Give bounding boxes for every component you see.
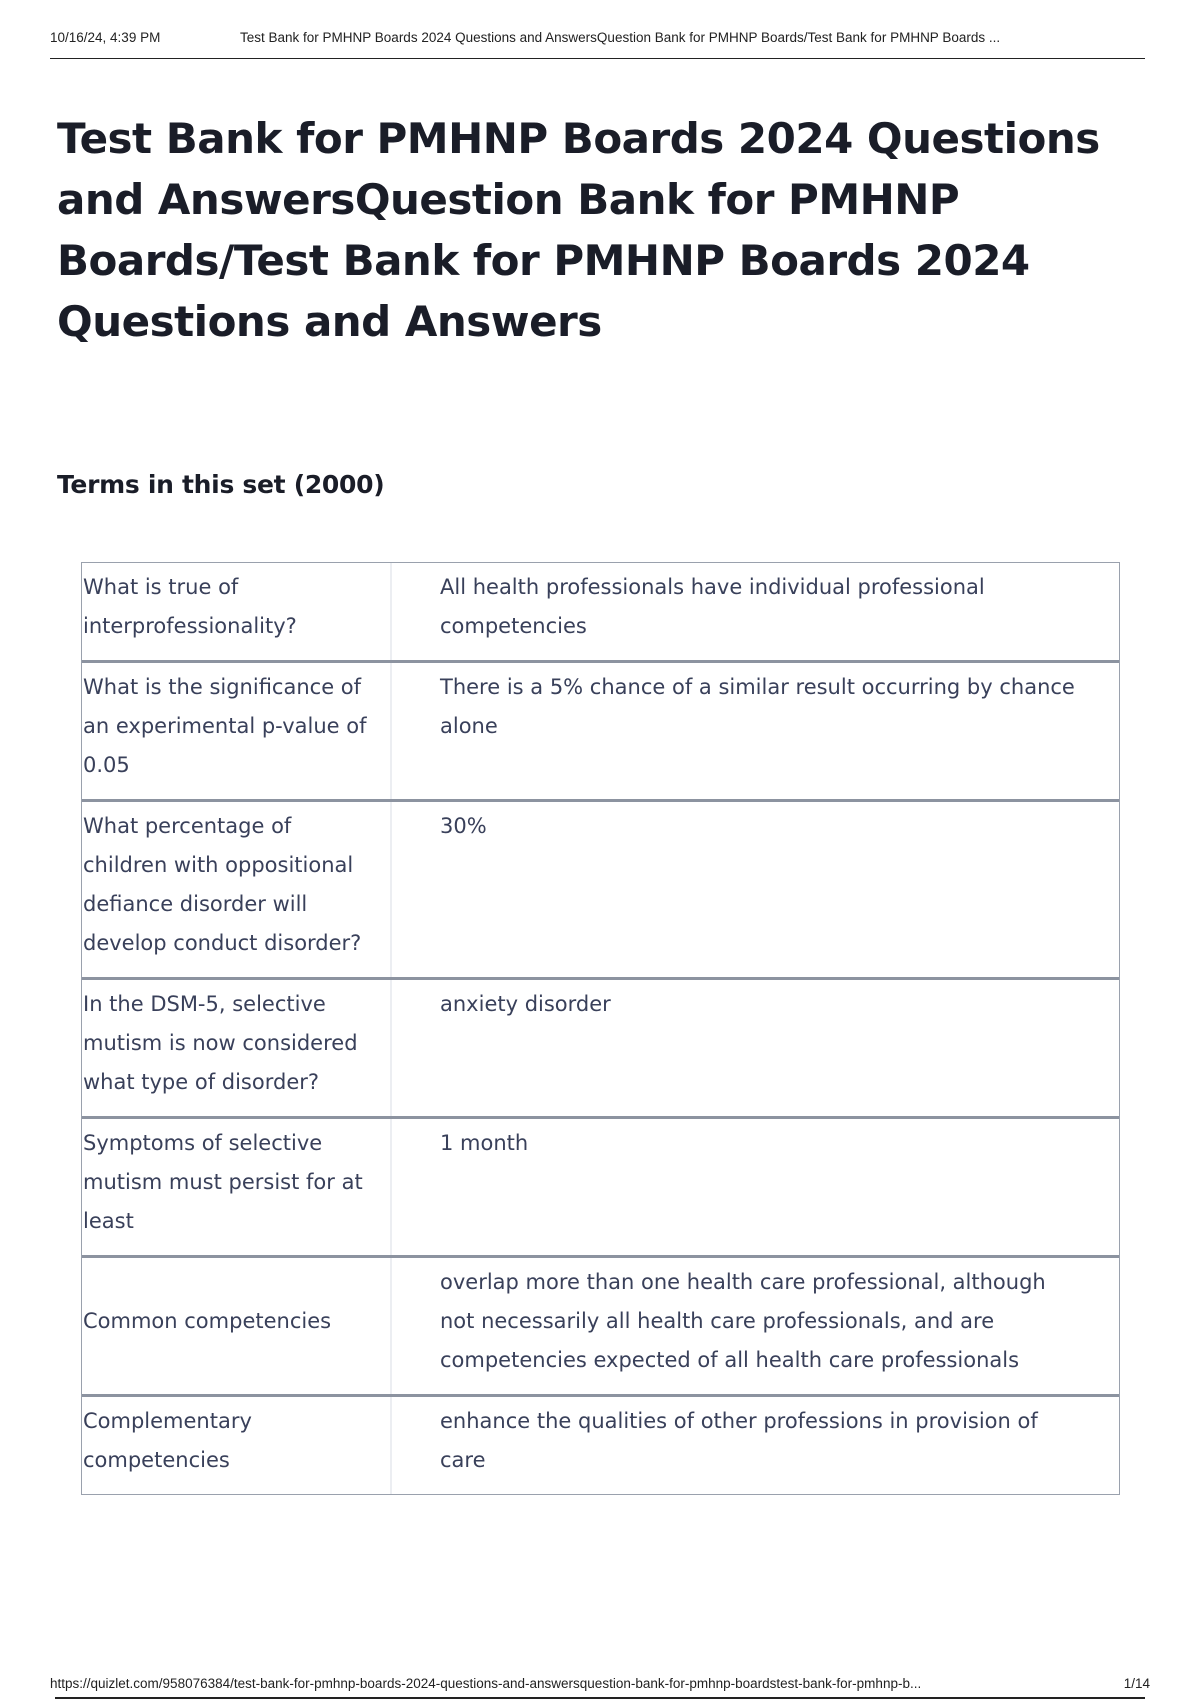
table-row <box>82 977 1119 1116</box>
definition-cell: 1 month <box>440 1131 529 1155</box>
page-number: 1/14 <box>1123 1676 1150 1691</box>
table-row <box>82 563 1119 660</box>
definition-cell: anxiety disorder <box>440 992 611 1016</box>
page-url: https://quizlet.com/958076384/test-bank-for-pmhnp-boards-2024-questions-and-answersquestion-bank-for-pmhnp-boardstest-bank-for-pmhnp-b... <box>50 1676 922 1691</box>
footer-divider <box>55 1697 1145 1699</box>
table-row <box>82 1255 1119 1394</box>
page-title: Test Bank for PMHNP Boards 2024 Questions and AnswersQuestion Bank for PMHNP Boards/Test Bank for PMHNP Boards 2024 Questions and Answers <box>57 114 1100 346</box>
terms-heading: Terms in this set (2000) <box>57 470 385 499</box>
print-doc-title: Test Bank for PMHNP Boards 2024 Questions and AnswersQuestion Bank for PMHNP Boards/Test Bank for PMHNP Boards ... <box>240 30 1001 45</box>
definition-cell: 30% <box>440 814 487 838</box>
term-cell: What is the significance of an experimental p-value of 0.05 <box>82 663 392 799</box>
term-cell: What is true of interprofessionality? <box>82 563 392 660</box>
definition-cell: overlap more than one health care professional, although not necessarily all health care professionals, and are competencies expected of all health care professionals <box>440 1270 1046 1372</box>
print-datetime: 10/16/24, 4:39 PM <box>50 30 161 45</box>
print-header <box>50 30 1145 59</box>
term-cell: In the DSM-5, selective mutism is now considered what type of disorder? <box>82 980 392 1116</box>
table-row <box>82 1394 1119 1494</box>
term-cell: Complementary competencies <box>82 1397 392 1494</box>
table-row <box>82 1116 1119 1255</box>
definition-cell: enhance the qualities of other professions in provision of care <box>440 1409 1038 1472</box>
table-row <box>82 660 1119 799</box>
definition-cell: There is a 5% chance of a similar result occurring by chance alone <box>440 675 1075 738</box>
term-cell: What percentage of children with oppositional defiance disorder will develop conduct disorder? <box>82 802 392 977</box>
term-cell: Symptoms of selective mutism must persist for at least <box>82 1119 392 1255</box>
term-cell: Common competencies <box>82 1258 392 1394</box>
terms-table <box>81 562 1120 1495</box>
definition-cell: All health professionals have individual professional competencies <box>440 575 985 638</box>
table-row <box>82 799 1119 977</box>
